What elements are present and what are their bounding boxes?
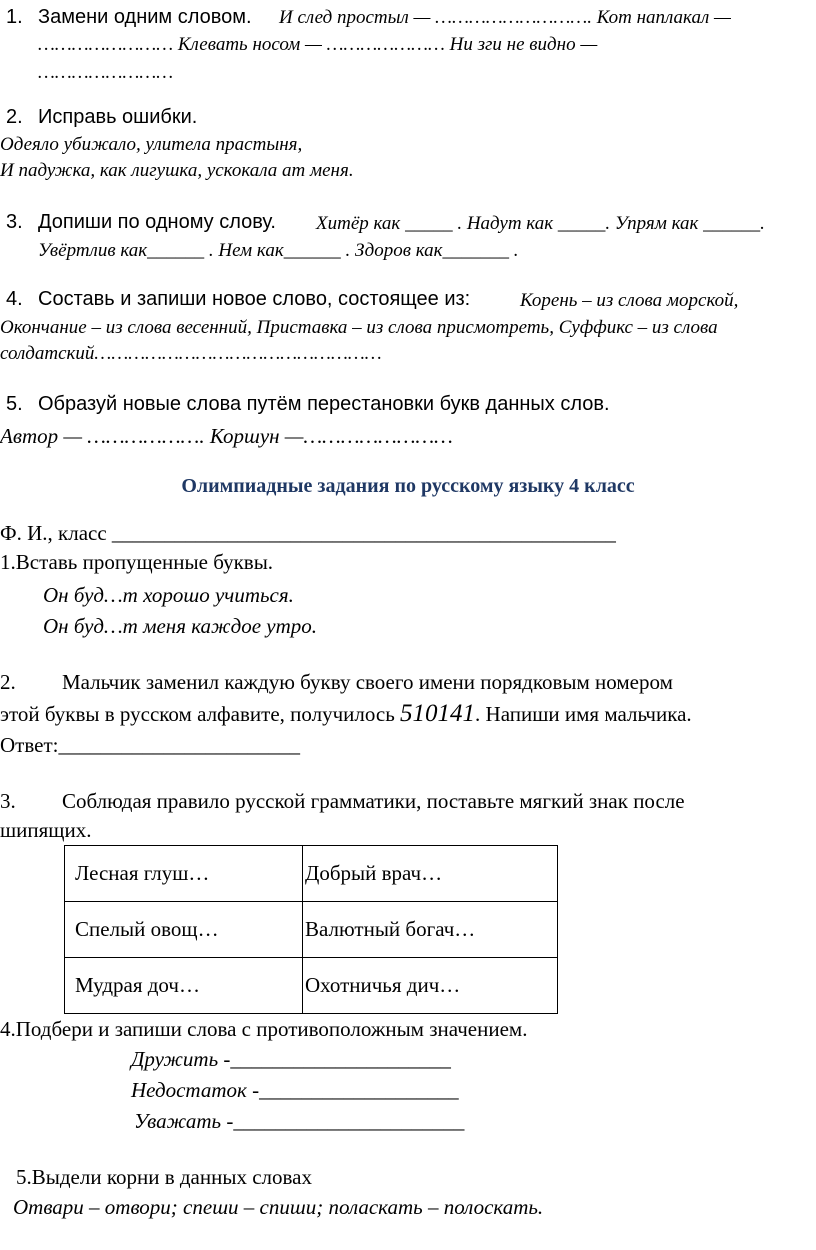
table-cell: Мудрая доч… bbox=[65, 958, 303, 1014]
task-1-text-2: …………………… Клевать носом — ………………… Ни зги не видно — bbox=[38, 34, 598, 55]
part-4-word-1-text: Дружить bbox=[131, 1047, 219, 1071]
task-3-heading: Допиши по одному слову. bbox=[38, 211, 276, 233]
part-2-answer-line: Ответ:_______________________ bbox=[0, 733, 300, 757]
task-3-number: 3. bbox=[6, 211, 23, 233]
part-4-word-1-blank: -_____________________ bbox=[218, 1047, 451, 1071]
part-4-heading: 4.Подбери и запиши слова с противоположным значением. bbox=[0, 1017, 528, 1041]
table-row bbox=[65, 846, 558, 902]
table-cell: Спелый овощ… bbox=[65, 902, 303, 958]
part-2-text-1: Мальчик заменил каждую букву своего имени порядковым номером bbox=[62, 670, 673, 694]
part-3-text-2: шипящих. bbox=[0, 818, 92, 842]
part-2-text-2 bbox=[0, 700, 692, 728]
part-2-code: 510141 bbox=[400, 700, 476, 727]
part-4-word-3-text: Уважать bbox=[134, 1109, 222, 1133]
task-5-text-1: Автор — ………………. Коршун —…………………… bbox=[0, 424, 453, 448]
task-3-text-1: Хитёр как _____ . Надут как _____. Упрям как ______. bbox=[316, 213, 765, 234]
task-1-text-1: И след простыл — ………………………. Кот наплакал — bbox=[279, 7, 731, 28]
name-class-line: Ф. И., класс ________________________________________________ bbox=[0, 521, 616, 545]
part-1-heading: 1.Вставь пропущенные буквы. bbox=[0, 550, 274, 574]
part-5-heading: 5.Выдели корни в данных словах bbox=[16, 1165, 312, 1189]
part-3-text-1: Соблюдая правило русской грамматики, поставьте мягкий знак после bbox=[62, 789, 685, 813]
part-3-number: 3. bbox=[0, 789, 16, 813]
part-4-word-2-blank: -___________________ bbox=[246, 1078, 459, 1102]
task-2-number: 2. bbox=[6, 106, 23, 128]
part-1-sentence-1: Он буд…т хорошо учиться. bbox=[43, 583, 294, 607]
task-5-heading: Образуй новые слова путём перестановки букв данных слов. bbox=[38, 393, 610, 415]
part-1-sentence-2: Он буд…т меня каждое утро. bbox=[43, 614, 318, 638]
task-3-text-2: Увёртлив как______ . Нем как______ . Здоров как_______ . bbox=[38, 240, 519, 261]
part-4-word-3 bbox=[134, 1109, 464, 1134]
task-2-heading: Исправь ошибки. bbox=[38, 106, 198, 128]
part-4-word-1 bbox=[131, 1047, 451, 1072]
task-4-heading: Составь и запиши новое слово, состоящее из: bbox=[38, 288, 471, 310]
part-5-text: Отвари – отвори; спеши – спиши; поласкать – полоскать. bbox=[13, 1195, 544, 1219]
table-cell: Добрый врач… bbox=[303, 846, 558, 902]
task-2-text-1: Одеяло убижало, улитела прастыня, bbox=[0, 134, 303, 155]
table-cell: Охотничья дич… bbox=[303, 958, 558, 1014]
page-title: Олимпиадные задания по русскому языку 4 класс bbox=[181, 475, 635, 497]
task-2-text-2: И падужка, как лигушка, ускокала ат меня. bbox=[0, 160, 354, 181]
part-4-word-2-text: Недостаток bbox=[131, 1078, 247, 1102]
task-4-text-2: Окончание – из слова весенний, Приставка – из слова присмотреть, Суффикс – из слова bbox=[0, 317, 718, 338]
task-4-text-1: Корень – из слова морской, bbox=[520, 290, 739, 311]
table-cell: Лесная глуш… bbox=[65, 846, 303, 902]
table-row bbox=[65, 902, 558, 958]
task-5-number: 5. bbox=[6, 393, 23, 415]
task-4-number: 4. bbox=[6, 288, 23, 310]
task-4-text-3: солдатский…………………………………………… bbox=[0, 343, 382, 364]
table-row bbox=[65, 958, 558, 1014]
part-2-text-2a: этой буквы в русском алфавите, получилось bbox=[0, 702, 401, 726]
task-1-heading: Замени одним словом. bbox=[38, 6, 252, 28]
word-table bbox=[64, 845, 558, 1014]
part-2-text-2b: . Напиши имя мальчика. bbox=[475, 702, 692, 726]
part-2-number: 2. bbox=[0, 670, 16, 694]
part-4-word-2 bbox=[131, 1078, 459, 1103]
task-1-text-3: …………………… bbox=[38, 62, 174, 83]
table-cell: Валютный богач… bbox=[303, 902, 558, 958]
task-1-number: 1. bbox=[6, 6, 23, 28]
part-4-word-3-blank: -______________________ bbox=[221, 1109, 465, 1133]
